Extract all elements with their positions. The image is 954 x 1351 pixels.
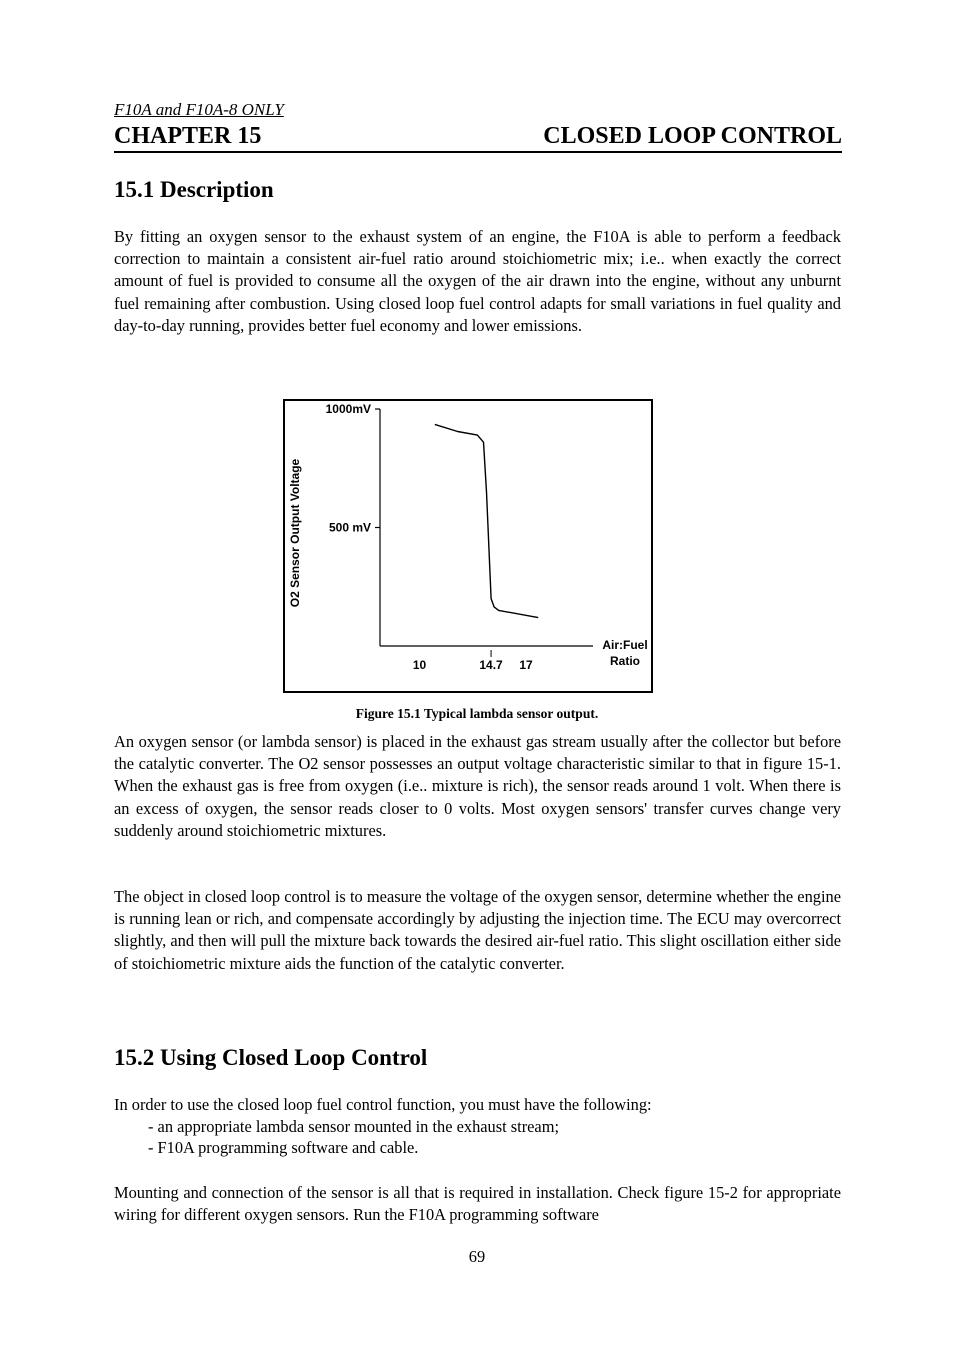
using-paragraph-2: Mounting and connection of the sensor is all that is required in installation. Check figure 15-2 for appropriate wiring for different oxygen sensors. Run the F10A programming software (114, 1183, 841, 1225)
y-tick-label: 1000mV (325, 402, 371, 416)
using-paragraph-1: In order to use the closed loop fuel control function, you must have the following: (114, 1095, 652, 1114)
x-tick-label: 14.7 (479, 658, 503, 672)
chapter-number: CHAPTER 15 (114, 123, 262, 149)
x-axis-label-line2: Ratio (610, 654, 640, 668)
x-tick-label: 10 (412, 658, 427, 672)
description-paragraph-2: An oxygen sensor (or lambda sensor) is placed in the exhaust gas stream usually after the collector but before the catalytic converter. The O2 sensor possesses an output voltage characteristic similar to that in figure 15-1. When the exhaust gas is free from oxygen (i.e.. mixture is rich), the sensor reads around 1 volt. When there is an excess of oxygen, the sensor reads closer to 0 volts. Most oxygen sensors' transfer curves change very suddenly around stoichiometric mixtures. (114, 732, 841, 840)
section-heading-using-closed-loop: 15.2 Using Closed Loop Control (114, 1045, 428, 1070)
chapter-header (114, 123, 842, 153)
lambda-chart-svg (285, 401, 655, 695)
y-tick-label: 500 mV (328, 520, 371, 535)
model-note: F10A and F10A-8 ONLY (114, 100, 284, 119)
page-number: 69 (468, 1247, 486, 1266)
y-axis-label: O2 Sensor Output Voltage (288, 458, 302, 608)
series-line (435, 424, 538, 617)
requirement-item: - F10A programming software and cable. (148, 1138, 419, 1157)
figure-caption: Figure 15.1 Typical lambda sensor output. (355, 706, 599, 721)
requirement-item: - an appropriate lambda sensor mounted in the exhaust stream; (148, 1117, 560, 1136)
section-heading-description: 15.1 Description (114, 177, 274, 202)
x-tick-label: 17 (519, 658, 533, 672)
chapter-title: CLOSED LOOP CONTROL (543, 123, 842, 149)
figure-lambda-chart (283, 399, 653, 693)
x-axis-label-line1: Air:Fuel (602, 638, 648, 652)
description-paragraph-3: The object in closed loop control is to measure the voltage of the oxygen sensor, determine whether the engine is running lean or rich, and compensate accordingly by adjusting the injection time. The ECU may overcorrect slightly, and then will pull the mixture back towards the desired air-fuel ratio. This slight oscillation either side of stoichiometric mixture aids the function of the catalytic converter. (114, 887, 841, 973)
description-paragraph-1: By fitting an oxygen sensor to the exhaust system of an engine, the F10A is able to perform a feedback correction to maintain a consistent air-fuel ratio around stoichiometric mix; i.e.. when exactly the correct amount of fuel is provided to consume all the oxygen of the air drawn into the engine, without any unburnt fuel remaining after combustion. Using closed loop fuel control adapts for small variations in fuel quality and day-to-day running, provides better fuel economy and lower emissions. (114, 227, 841, 335)
